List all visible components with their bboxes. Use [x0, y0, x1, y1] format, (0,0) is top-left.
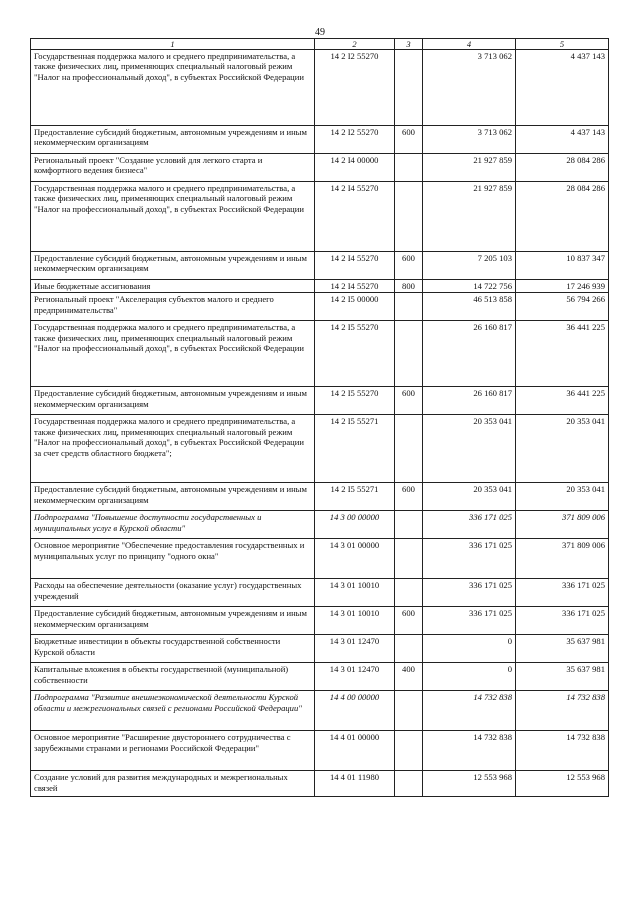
table-row: [31, 252, 609, 280]
row-expense-type-cell: [395, 321, 423, 387]
row-amount-1-cell: 336 171 025: [423, 579, 516, 607]
row-expense-type-cell: [395, 691, 423, 731]
row-amount-2-cell: 10 837 347: [516, 252, 609, 280]
row-amount-2-cell: 12 553 968: [516, 771, 609, 797]
row-code-cell: 14 3 01 10010: [315, 579, 395, 607]
table-row: [31, 511, 609, 539]
row-code-cell: 14 4 00 00000: [315, 691, 395, 731]
row-name-cell: Подпрограмма "Повышение доступности государственных и муниципальных услуг в Курской области": [31, 511, 315, 539]
row-amount-1-cell: 3 713 062: [423, 50, 516, 126]
row-expense-type-cell: [395, 771, 423, 797]
row-amount-2-cell: 56 794 266: [516, 293, 609, 321]
row-amount-1-cell: 336 171 025: [423, 607, 516, 635]
row-code-cell: 14 2 I5 55271: [315, 483, 395, 511]
row-name-cell: Основное мероприятие "Обеспечение предоставления государственных и муниципальных услуг по принципу "одного окна": [31, 539, 315, 579]
row-code-cell: 14 2 I5 55270: [315, 387, 395, 415]
table-row: [31, 731, 609, 771]
row-code-cell: 14 2 I2 55270: [315, 50, 395, 126]
row-expense-type-cell: 600: [395, 252, 423, 280]
row-code-cell: 14 2 I5 55271: [315, 415, 395, 483]
row-amount-2-cell: 36 441 225: [516, 387, 609, 415]
row-name-cell: Расходы на обеспечение деятельности (оказание услуг) государственных учреждений: [31, 579, 315, 607]
row-name-cell: Предоставление субсидий бюджетным, автономным учреждениям и иным некоммерческим организациям: [31, 126, 315, 154]
table-row: [31, 579, 609, 607]
row-name-cell: Основное мероприятие "Расширение двустороннего сотрудничества с зарубежными странами и регионами Российской Федерации": [31, 731, 315, 771]
column-header-3: 3: [395, 39, 423, 50]
row-amount-1-cell: 20 353 041: [423, 483, 516, 511]
row-name-cell: Бюджетные инвестиции в объекты государственной собственности Курской области: [31, 635, 315, 663]
table-row: [31, 663, 609, 691]
row-amount-1-cell: 21 927 859: [423, 154, 516, 182]
row-amount-1-cell: 0: [423, 663, 516, 691]
row-amount-2-cell: 14 732 838: [516, 731, 609, 771]
row-expense-type-cell: [395, 579, 423, 607]
row-amount-2-cell: 14 732 838: [516, 691, 609, 731]
row-expense-type-cell: 600: [395, 607, 423, 635]
row-name-cell: Предоставление субсидий бюджетным, автономным учреждениям и иным некоммерческим организациям: [31, 483, 315, 511]
row-expense-type-cell: [395, 635, 423, 663]
column-header-2: 2: [315, 39, 395, 50]
row-amount-2-cell: 371 809 006: [516, 511, 609, 539]
table-row: [31, 607, 609, 635]
row-expense-type-cell: [395, 539, 423, 579]
table-body: [31, 50, 609, 797]
row-name-cell: Государственная поддержка малого и среднего предпринимательства, а также физических лиц, применяющих специальный налоговый режим "Налог на профессиональный доход", в субъектах Российской Федерации: [31, 182, 315, 252]
row-amount-2-cell: 4 437 143: [516, 50, 609, 126]
budget-table: [30, 38, 609, 797]
row-name-cell: Предоставление субсидий бюджетным, автономным учреждениям и иным некоммерческим организациям: [31, 387, 315, 415]
row-name-cell: Создание условий для развития международных и межрегиональных связей: [31, 771, 315, 797]
row-code-cell: 14 4 01 00000: [315, 731, 395, 771]
row-code-cell: 14 2 I5 00000: [315, 293, 395, 321]
table-row: [31, 182, 609, 252]
row-name-cell: Региональный проект "Создание условий для легкого старта и комфортного ведения бизнеса": [31, 154, 315, 182]
row-name-cell: Предоставление субсидий бюджетным, автономным учреждениям и иным некоммерческим организациям: [31, 607, 315, 635]
row-amount-2-cell: 36 441 225: [516, 321, 609, 387]
table-row: [31, 691, 609, 731]
row-code-cell: 14 3 01 10010: [315, 607, 395, 635]
row-expense-type-cell: [395, 50, 423, 126]
table-row: [31, 771, 609, 797]
row-code-cell: 14 2 I4 55270: [315, 280, 395, 293]
row-amount-1-cell: 12 553 968: [423, 771, 516, 797]
row-amount-1-cell: 21 927 859: [423, 182, 516, 252]
row-expense-type-cell: [395, 293, 423, 321]
table-row: [31, 387, 609, 415]
row-amount-1-cell: 0: [423, 635, 516, 663]
row-name-cell: Государственная поддержка малого и среднего предпринимательства, а также физических лиц, применяющих специальный налоговый режим "Налог на профессиональный доход", в субъектах Российской Федерации: [31, 321, 315, 387]
row-expense-type-cell: 600: [395, 387, 423, 415]
row-expense-type-cell: [395, 731, 423, 771]
table-row: [31, 126, 609, 154]
row-amount-2-cell: 336 171 025: [516, 607, 609, 635]
row-amount-2-cell: 371 809 006: [516, 539, 609, 579]
row-amount-2-cell: 35 637 981: [516, 635, 609, 663]
row-code-cell: 14 2 I5 55270: [315, 321, 395, 387]
row-amount-1-cell: 14 732 838: [423, 731, 516, 771]
table-row: [31, 154, 609, 182]
table-row: [31, 635, 609, 663]
table-row: [31, 280, 609, 293]
row-name-cell: Капитальные вложения в объекты государственной (муниципальной) собственности: [31, 663, 315, 691]
row-code-cell: 14 2 I2 55270: [315, 126, 395, 154]
row-amount-1-cell: 46 513 858: [423, 293, 516, 321]
row-amount-2-cell: 17 246 939: [516, 280, 609, 293]
row-code-cell: 14 2 I4 55270: [315, 252, 395, 280]
row-name-cell: Государственная поддержка малого и среднего предпринимательства, а также физических лиц, применяющих специальный налоговый режим "Налог на профессиональный доход", в субъектах Российской Федерации: [31, 50, 315, 126]
table-row: [31, 483, 609, 511]
row-amount-2-cell: 4 437 143: [516, 126, 609, 154]
row-amount-1-cell: 14 732 838: [423, 691, 516, 731]
row-amount-1-cell: 14 722 756: [423, 280, 516, 293]
column-header-4: 4: [423, 39, 516, 50]
row-expense-type-cell: [395, 154, 423, 182]
row-code-cell: 14 4 01 11980: [315, 771, 395, 797]
table-row: [31, 50, 609, 126]
row-amount-2-cell: 28 084 286: [516, 182, 609, 252]
row-expense-type-cell: 800: [395, 280, 423, 293]
table-row: [31, 321, 609, 387]
row-expense-type-cell: [395, 182, 423, 252]
row-name-cell: Иные бюджетные ассигнования: [31, 280, 315, 293]
row-amount-1-cell: 336 171 025: [423, 539, 516, 579]
table-row: [31, 293, 609, 321]
row-amount-2-cell: 20 353 041: [516, 483, 609, 511]
row-code-cell: 14 3 01 12470: [315, 663, 395, 691]
row-amount-1-cell: 7 205 103: [423, 252, 516, 280]
row-amount-1-cell: 26 160 817: [423, 321, 516, 387]
row-name-cell: Государственная поддержка малого и среднего предпринимательства, а также физических лиц, применяющих специальный налоговый режим "Налог на профессиональный доход", в субъектах Российской Федерации за счет средств областного бюджета";: [31, 415, 315, 483]
row-amount-2-cell: 20 353 041: [516, 415, 609, 483]
row-amount-1-cell: 336 171 025: [423, 511, 516, 539]
row-amount-2-cell: 336 171 025: [516, 579, 609, 607]
column-header-1: 1: [31, 39, 315, 50]
row-expense-type-cell: [395, 415, 423, 483]
column-number-row: [31, 39, 609, 50]
row-expense-type-cell: 600: [395, 126, 423, 154]
row-name-cell: Предоставление субсидий бюджетным, автономным учреждениям и иным некоммерческим организациям: [31, 252, 315, 280]
row-expense-type-cell: 400: [395, 663, 423, 691]
row-code-cell: 14 2 I4 55270: [315, 182, 395, 252]
row-name-cell: Подпрограмма "Развитие внешнеэкономической деятельности Курской области и межрегиональных связей с регионами Российской Федерации": [31, 691, 315, 731]
table-row: [31, 539, 609, 579]
row-amount-1-cell: 3 713 062: [423, 126, 516, 154]
row-amount-1-cell: 26 160 817: [423, 387, 516, 415]
row-expense-type-cell: [395, 511, 423, 539]
table-row: [31, 415, 609, 483]
row-amount-1-cell: 20 353 041: [423, 415, 516, 483]
row-code-cell: 14 3 01 00000: [315, 539, 395, 579]
column-header-5: 5: [516, 39, 609, 50]
row-amount-2-cell: 28 084 286: [516, 154, 609, 182]
row-amount-2-cell: 35 637 981: [516, 663, 609, 691]
row-code-cell: 14 3 01 12470: [315, 635, 395, 663]
row-name-cell: Региональный проект "Акселерация субъектов малого и среднего предпринимательства": [31, 293, 315, 321]
row-expense-type-cell: 600: [395, 483, 423, 511]
row-code-cell: 14 2 I4 00000: [315, 154, 395, 182]
row-code-cell: 14 3 00 00000: [315, 511, 395, 539]
page-number: 49: [315, 27, 325, 38]
